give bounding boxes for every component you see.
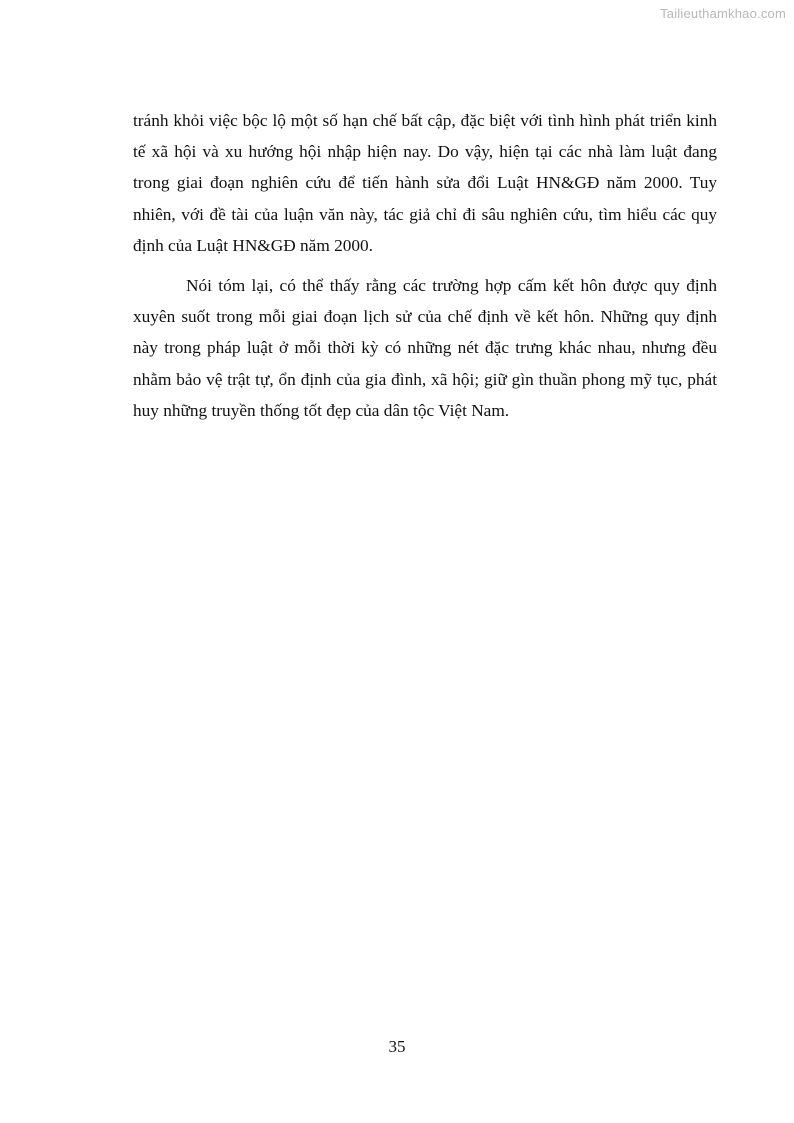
paragraph-conclusion: Nói tóm lại, có thể thấy rằng các trường hợp cấm kết hôn được quy định xuyên suốt trong mỗi giai đoạn lịch sử của chế định về kết hôn. Những quy định này trong pháp luật ở mỗi thời kỳ có những nét đặc trưng khác nhau, nhưng đều nhằm bảo vệ trật tự, ổn định của gia đình, xã hội; giữ gìn thuần phong mỹ tục, phát huy những truyền thống tốt đẹp của dân tộc Việt Nam. — [133, 276, 717, 420]
page-number: 35 — [388, 1037, 406, 1056]
paragraph-continuation: tránh khỏi việc bộc lộ một số hạn chế bất cập, đặc biệt với tình hình phát triển kinh tế xã hội và xu hướng hội nhập hiện nay. Do vậy, hiện tại các nhà làm luật đang trong giai đoạn nghiên cứu để tiến hành sửa đổi Luật HN&GĐ năm 2000. Tuy nhiên, với đề tài của luận văn này, tác giả chỉ đi sâu nghiên cứu, tìm hiểu các quy định của Luật HN&GĐ năm 2000. — [133, 111, 717, 255]
watermark: Tailieuthamkhao.com — [660, 6, 786, 21]
body-text — [133, 105, 717, 426]
